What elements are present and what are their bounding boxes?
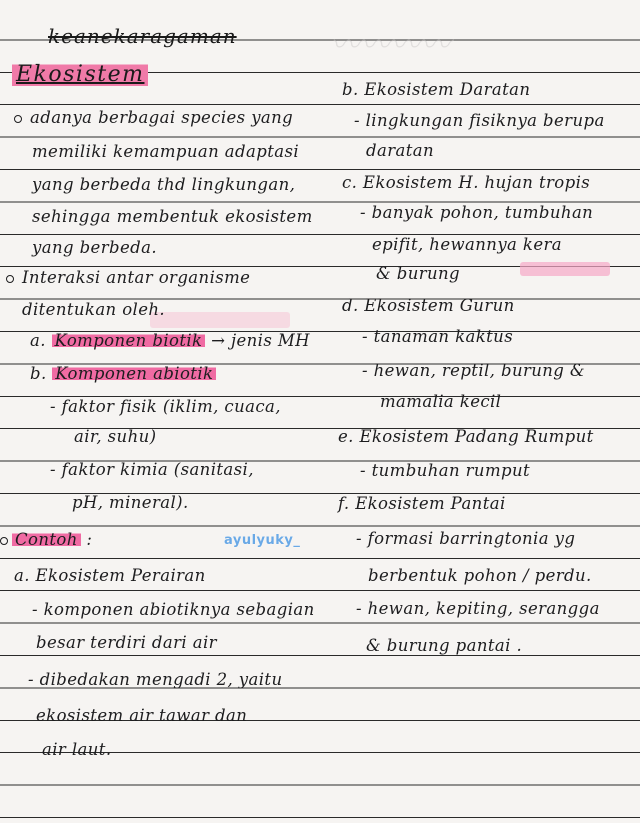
note-line: mamalia kecil bbox=[380, 392, 502, 411]
note-line: e. Ekosistem Padang Rumput bbox=[338, 427, 594, 446]
note-line: a. Komponen biotik → jenis MH bbox=[30, 331, 310, 350]
note-line: memiliki kemampuan adaptasi bbox=[32, 142, 300, 161]
author-watermark: ayulyuky_ bbox=[224, 533, 301, 548]
pink-bleed-mark bbox=[520, 262, 610, 276]
note-line: sehingga membentuk ekosistem bbox=[32, 207, 313, 226]
note-line: - tanaman kaktus bbox=[362, 327, 514, 346]
note-line: daratan bbox=[366, 141, 435, 160]
bullet-icon bbox=[6, 275, 14, 283]
page-title: Ekosistem bbox=[12, 62, 148, 87]
highlight-biotik: Komponen biotik bbox=[52, 331, 206, 350]
note-line: pH, mineral). bbox=[72, 493, 189, 512]
note-line: - faktor fisik (iklim, cuaca, bbox=[50, 397, 281, 416]
note-line: air laut. bbox=[42, 740, 112, 759]
note-line: besar terdiri dari air bbox=[36, 633, 217, 652]
note-line: b. Ekosistem Daratan bbox=[342, 80, 531, 99]
note-line: & burung pantai . bbox=[366, 636, 523, 655]
note-line: & burung bbox=[376, 264, 461, 283]
note-line: - tumbuhan rumput bbox=[360, 461, 531, 480]
note-line: epifit, hewannya kera bbox=[372, 235, 563, 254]
note-line: berbentuk pohon / perdu. bbox=[368, 566, 592, 585]
pink-bleed-mark bbox=[150, 312, 290, 328]
note-line: - lingkungan fisiknya berupa bbox=[354, 111, 605, 130]
note-line: air, suhu) bbox=[74, 427, 157, 446]
page-title-top: keanekaragaman bbox=[48, 24, 237, 48]
note-line: - hewan, reptil, burung & bbox=[362, 361, 586, 380]
note-line: ekosistem air tawar dan bbox=[36, 706, 248, 725]
bullet-icon bbox=[0, 537, 8, 545]
note-line: c. Ekosistem H. hujan tropis bbox=[342, 173, 591, 192]
note-line: d. Ekosistem Gurun bbox=[342, 296, 515, 315]
note-line: - formasi barringtonia yg bbox=[356, 529, 576, 548]
note-line: yang berbeda thd lingkungan, bbox=[32, 175, 296, 194]
note-line: - faktor kimia (sanitasi, bbox=[50, 460, 254, 479]
note-line: Interaksi antar organisme bbox=[6, 268, 250, 287]
note-line: - komponen abiotiknya sebagian bbox=[32, 600, 315, 619]
note-line: - banyak pohon, tumbuhan bbox=[360, 203, 594, 222]
note-line: - dibedakan mengadi 2, yaitu bbox=[28, 670, 283, 689]
note-line: - hewan, kepiting, serangga bbox=[356, 599, 600, 618]
highlight-abiotik: Komponen abiotik bbox=[52, 364, 216, 383]
bleed-through-decoration: 〰〰〰〰 bbox=[330, 28, 450, 63]
note-line: ditentukan oleh. bbox=[22, 300, 166, 319]
bullet-icon bbox=[14, 115, 22, 123]
note-line: Contoh : bbox=[0, 530, 92, 549]
note-line: adanya berbagai species yang bbox=[14, 108, 293, 127]
note-line: f. Ekosistem Pantai bbox=[338, 494, 506, 513]
note-line: yang berbeda. bbox=[32, 238, 157, 257]
highlight-contoh: Contoh bbox=[12, 530, 81, 549]
note-line: a. Ekosistem Perairan bbox=[14, 566, 206, 585]
note-line: b. Komponen abiotik bbox=[30, 364, 216, 383]
